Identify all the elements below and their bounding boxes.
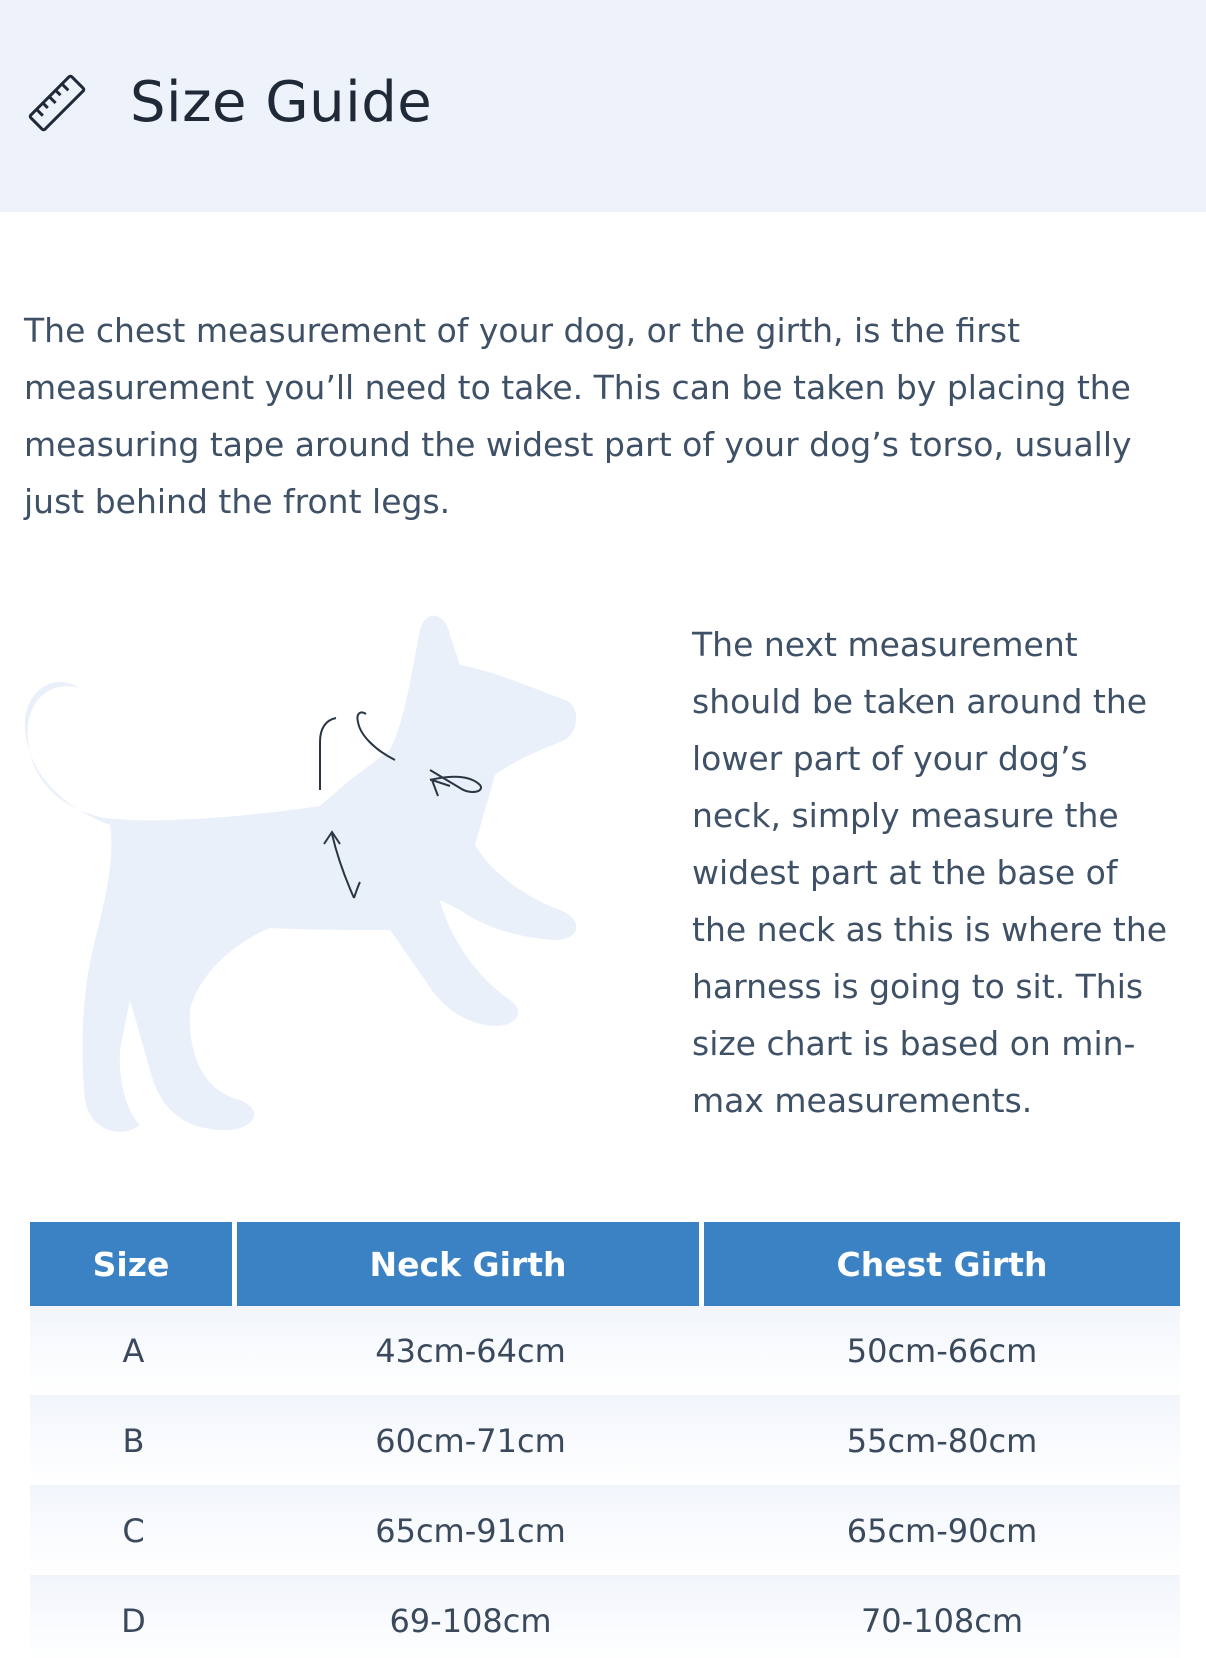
chest-girth-cell: 65cm-90cm: [704, 1486, 1180, 1576]
neck-girth-cell: 69-108cm: [237, 1576, 704, 1658]
chest-girth-cell: 55cm-80cm: [704, 1396, 1180, 1486]
size-cell: A: [30, 1306, 237, 1396]
table-row: [30, 1396, 1180, 1486]
column-header-size: Size: [30, 1222, 237, 1306]
ruler-icon: [26, 72, 88, 134]
column-header-neck-girth: Neck Girth: [237, 1222, 704, 1306]
neck-girth-cell: 43cm-64cm: [237, 1306, 704, 1396]
dog-silhouette-icon: [20, 610, 620, 1140]
size-cell: B: [30, 1396, 237, 1486]
chest-girth-cell: 50cm-66cm: [704, 1306, 1180, 1396]
size-cell: C: [30, 1486, 237, 1576]
table-row: [30, 1486, 1180, 1576]
table-header-row: [30, 1222, 1180, 1306]
column-header-chest-girth: Chest Girth: [704, 1222, 1180, 1306]
page-title: Size Guide: [130, 70, 433, 135]
neck-girth-cell: 65cm-91cm: [237, 1486, 704, 1576]
table-row: [30, 1306, 1180, 1396]
neck-girth-cell: 60cm-71cm: [237, 1396, 704, 1486]
size-cell: D: [30, 1576, 237, 1658]
chest-girth-cell: 70-108cm: [704, 1576, 1180, 1658]
size-guide-header: [0, 0, 1206, 212]
table-row: [30, 1576, 1180, 1658]
size-table: [30, 1222, 1180, 1658]
neck-measurement-paragraph: The next measurement should be taken around the lower part of your dog’s neck, simply measure the widest part at the base of the neck as this is where the harness is going to sit. This size chart is based on min-max measurements.: [692, 625, 1168, 1120]
intro-paragraph: The chest measurement of your dog, or the girth, is the first measurement you’ll need to take. This can be taken by placing the measuring tape around the widest part of your dog’s torso, usually just behind the front legs.: [24, 311, 1132, 521]
